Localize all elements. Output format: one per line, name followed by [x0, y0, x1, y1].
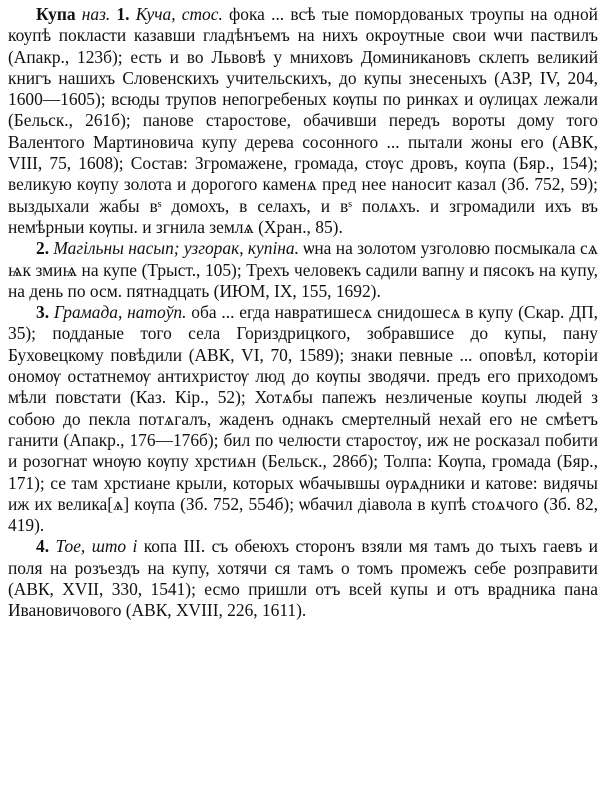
entry-label-bold: 1. — [116, 4, 130, 24]
entry-label-bold: 3. — [36, 302, 50, 323]
entry-text: оба ... егда навратишесѧ снидошесѧ в купу (Скар. ДП, 35); подданые того села Гориздрицкого, зобравшисе до купы, пану Буховецкому повѣдили (АВК, VI, 70, 1589); знаки певные ... оповѣл, которіи ономѹ остатнемѹ антихристѹ люд до кѹпы зводячи. предъ его приходомъ мѣли повстати (Каз. Кір., 52); Хотѧбы папежъ незличеные коупы людей з собою до пекла потѧгалъ, жаденъ однакъ смертелный нехай его не смѣетъ ганити (Апакр., 176—176б); бил по челюсти старостѹ, иж не росказал побити и розогнат ѡнѹю кѹпу хрстиѧн (Бельск., 286б); Толпа: Кѹпа, громада (Бяр., 171); се там хрстиане крыли, которых ѡбачывшы ѹрѧдники и катове: видячы иж их велика[ѧ] кѹпа (Зб. 752, 554б); ѡбачил діавола в купѣ стоѧчого (Зб. 82, 419). — [8, 302, 598, 536]
entry-label-bold: Купа — [36, 4, 76, 24]
entry-gloss-italic: наз. — [81, 4, 111, 24]
dictionary-entry-sense-1 — [8, 4, 598, 238]
entry-gloss-italic: Магільны насып; узгорак, купіна. — [53, 238, 299, 259]
dictionary-entry-sense-3 — [8, 302, 598, 536]
entry-text: фока ... всѣ тые помордованых троупы на одной коупѣ покласти казавши гладѣнъемъ на нихъ окроутные свои ѡчи паствилъ (Апакр., 123б); есть и во Львовѣ у мниховъ Доминикановъ склепъ великий книгъ нашихъ Словенскихъ учительскихъ, до купы знесеныхъ (АЗР, IV, 204, 1600—1605); всюды трупов непогребеных кѹпы по ринках и ѹлицах лежали (Бельск., 261б); панове старостове, обачивши передъ вороты дому того Валентого Мартиновича купу дерева сосонного ... пытали жоны его (АВК, VIII, 75, 1608); Состав: Згромажене, громада, стѹс дровъ, кѹпа (Бяр., 154); великую кѹпу золота и дорогого каменѧ пред нее наносит казал (Зб. 752, 59); выздыхали жабы вˢ домохъ, в селахъ, и вˢ полѧхъ. и згромадили ихъ въ немѣрныи кѹпы. и згнила землѧ (Хран., 85). — [8, 4, 598, 237]
dictionary-entry-sense-4 — [8, 536, 598, 621]
entry-text: ѡна на золотом узголовю посмыкала сѧ ѩк змиѩ на купе (Трыст., 105); Трехъ человекъ садили вапну и пясокъ на купу, на день по осм. пятнадцать (ИЮМ, IX, 155, 1692). — [8, 238, 598, 301]
entry-gloss-italic: Грамада, натоўп. — [53, 302, 187, 323]
entry-text: копа III. съ обеюхъ сторонъ взяли мя тамъ до тыхъ гаевъ и поля на розъездъ на купу, хотячи ся тамъ о томъ промежъ себе розправити (АВК, XVII, 330, 1541); есмо пришли отъ всей купы и отъ врадника пана Ивановичового (АВК, XVIII, 226, 1611). — [8, 536, 598, 621]
entry-gloss-italic: Тое, што і — [55, 536, 138, 557]
entry-label-bold: 4. — [36, 536, 50, 557]
dictionary-entry-sense-2 — [8, 238, 598, 302]
entry-label-bold: 2. — [36, 238, 50, 259]
entry-gloss-italic: Куча, стос. — [135, 4, 223, 24]
